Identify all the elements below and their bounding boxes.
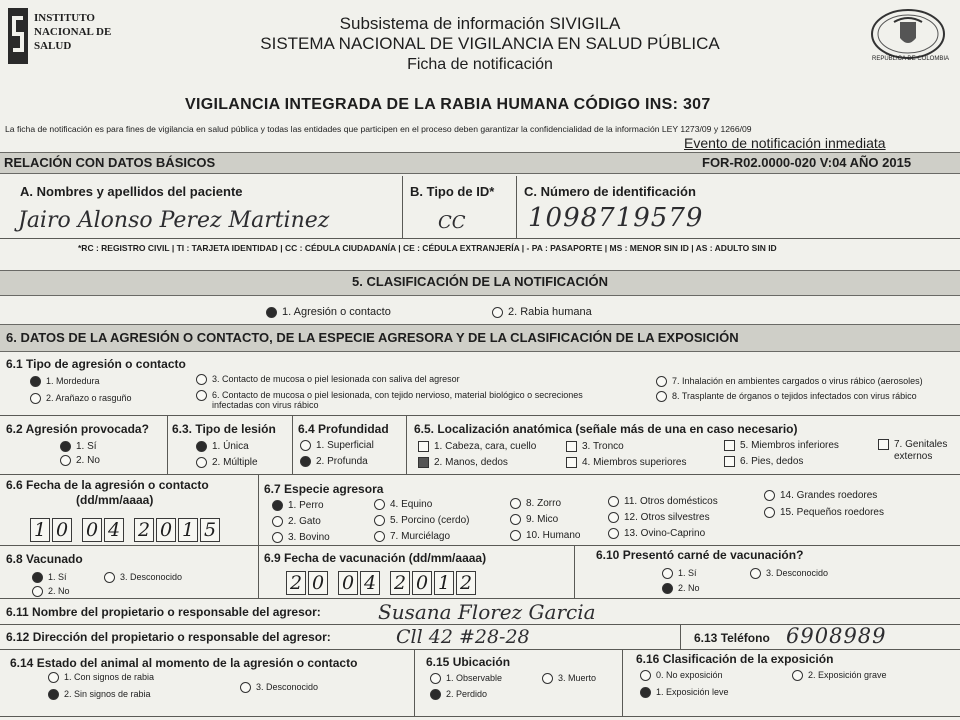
q67-option-4[interactable]: 4. Equino	[374, 499, 432, 510]
q610-option-3[interactable]: 3. Desconocido	[750, 568, 828, 579]
q61-option-1[interactable]: 1. Mordedura	[30, 376, 100, 387]
patient-name-label: A. Nombres y apellidos del paciente	[20, 184, 243, 199]
system-title: SISTEMA NACIONAL DE VIGILANCIA EN SALUD PÚBLICA	[260, 34, 720, 53]
radio-icon	[374, 515, 385, 526]
q66-format: (dd/mm/aaaa)	[76, 493, 154, 507]
date-digit: 0	[82, 518, 102, 542]
radio-icon	[764, 490, 775, 501]
radio-checked-icon	[300, 456, 311, 467]
radio-icon	[640, 670, 651, 681]
radio-icon	[750, 568, 761, 579]
legal-notice: La ficha de notificación es para fines de vigilancia en salud pública y todas las entidades que participen en el proceso deben garantizar la confidencialidad de la información LEY 1273/09 y 1266/09	[5, 124, 752, 134]
patient-name-value[interactable]: Jairo Alonso Perez Martinez	[18, 208, 330, 233]
radio-checked-icon	[30, 376, 41, 387]
q613-value[interactable]: 6908989	[786, 624, 887, 648]
q65-option-7[interactable]: 7. Genitales	[878, 439, 947, 450]
radio-checked-icon	[266, 307, 277, 318]
checkbox-icon	[878, 439, 889, 450]
radio-checked-icon	[430, 689, 441, 700]
q612-label: 6.12 Dirección del propietario o responsable del agresor:	[6, 630, 331, 644]
institute-line3: SALUD	[34, 40, 72, 52]
classification-option-2[interactable]: 2. Rabia humana	[492, 306, 592, 318]
q67-option-1[interactable]: 1. Perro	[272, 500, 324, 511]
q68-option-3[interactable]: 3. Desconocido	[104, 572, 182, 583]
radio-icon	[662, 568, 673, 579]
id-type-value[interactable]: CC	[438, 212, 466, 233]
radio-icon	[272, 516, 283, 527]
radio-icon	[764, 507, 775, 518]
radio-icon	[374, 499, 385, 510]
date-digit: 1	[30, 518, 50, 542]
q65-label: 6.5. Localización anatómica (señale más de una en caso necesario)	[414, 422, 798, 436]
q61-option-8[interactable]: 8. Trasplante de órganos o tejidos infectados con virus rábico	[656, 391, 917, 402]
q616-label: 6.16 Clasificación de la exposición	[636, 652, 834, 666]
radio-icon	[510, 530, 521, 541]
radio-icon	[792, 670, 803, 681]
q62-label: 6.2 Agresión provocada?	[6, 422, 149, 436]
checkbox-checked-icon	[418, 457, 429, 468]
radio-icon	[30, 393, 41, 404]
q67-option-2[interactable]: 2. Gato	[272, 516, 321, 527]
radio-icon	[32, 586, 43, 597]
subsystem-title: Subsistema de información SIVIGILA	[339, 14, 621, 33]
radio-icon	[430, 673, 441, 684]
q64-option-1[interactable]: 1. Superficial	[300, 440, 374, 451]
radio-icon	[240, 682, 251, 693]
radio-icon	[104, 572, 115, 583]
checkbox-icon	[418, 441, 429, 452]
q65-option-7-cont: externos	[894, 451, 933, 462]
q615-label: 6.15 Ubicación	[426, 655, 511, 669]
q67-option-14[interactable]: 14. Grandes roedores	[764, 490, 877, 501]
q62-option-1[interactable]: 1. Sí	[60, 441, 97, 452]
q613-label: 6.13 Teléfono	[694, 631, 770, 645]
q61-option-3[interactable]: 3. Contacto de mucosa o piel lesionada con saliva del agresor	[196, 374, 460, 385]
q65-option-5[interactable]: 5. Miembros inferiores	[724, 440, 839, 451]
q68-option-1[interactable]: 1. Sí	[32, 572, 67, 583]
q67-option-15[interactable]: 15. Pequeños roedores	[764, 507, 884, 518]
q67-option-3[interactable]: 3. Bovino	[272, 532, 330, 543]
date-digit: 0	[412, 571, 432, 595]
date-digit: 1	[178, 518, 198, 542]
radio-checked-icon	[272, 500, 283, 511]
q67-label: 6.7 Especie agresora	[264, 482, 384, 496]
q67-option-10[interactable]: 10. Humano	[510, 530, 580, 541]
q66-date-boxes[interactable]	[30, 514, 222, 542]
radio-checked-icon	[32, 572, 43, 583]
q65-option-2[interactable]: 2. Manos, dedos	[418, 457, 508, 468]
q612-value[interactable]: Cll 42 #28-28	[396, 626, 530, 648]
date-digit: 0	[338, 571, 358, 595]
q614-option-2[interactable]: 2. Sin signos de rabia	[48, 689, 151, 700]
date-digit: 2	[456, 571, 476, 595]
radio-icon	[608, 512, 619, 523]
checkbox-icon	[566, 457, 577, 468]
q61-label: 6.1 Tipo de agresión o contacto	[6, 357, 186, 371]
q610-label: 6.10 Presentó carné de vacunación?	[596, 548, 804, 562]
radio-icon	[608, 496, 619, 507]
section5-title: 5. CLASIFICACIÓN DE LA NOTIFICACIÓN	[352, 274, 608, 289]
q64-option-2[interactable]: 2. Profunda	[300, 456, 368, 467]
date-digit: 2	[134, 518, 154, 542]
q614-option-3[interactable]: 3. Desconocido	[240, 682, 318, 693]
id-number-label: C. Número de identificación	[524, 184, 696, 199]
id-number-value[interactable]: 1098719579	[528, 203, 704, 233]
radio-icon	[374, 531, 385, 542]
date-digit: 0	[308, 571, 328, 595]
radio-icon	[272, 532, 283, 543]
q63-option-1[interactable]: 1. Única	[196, 441, 249, 452]
radio-checked-icon	[662, 583, 673, 594]
q62-option-2[interactable]: 2. No	[60, 455, 100, 466]
q616-option-2[interactable]: 2. Exposición grave	[792, 670, 887, 681]
date-digit: 1	[434, 571, 454, 595]
date-digit: 2	[286, 571, 306, 595]
q67-option-11[interactable]: 11. Otros domésticos	[608, 496, 718, 507]
date-digit: 4	[104, 518, 124, 542]
q67-option-12[interactable]: 12. Otros silvestres	[608, 512, 710, 523]
q61-option-7[interactable]: 7. Inhalación en ambientes cargados o virus rábico (aerosoles)	[656, 376, 923, 387]
radio-icon	[300, 440, 311, 451]
institute-line1: INSTITUTO	[34, 12, 95, 24]
q67-option-7[interactable]: 7. Murciélago	[374, 531, 450, 542]
radio-icon	[542, 673, 553, 684]
date-digit: 2	[390, 571, 410, 595]
q614-label: 6.14 Estado del animal al momento de la agresión o contacto	[10, 656, 358, 670]
radio-checked-icon	[640, 687, 651, 698]
q66-label: 6.6 Fecha de la agresión o contacto	[6, 478, 209, 492]
q68-label: 6.8 Vacunado	[6, 552, 83, 566]
radio-icon	[510, 514, 521, 525]
classification-option-1[interactable]: 1. Agresión o contacto	[266, 306, 391, 318]
radio-icon	[510, 498, 521, 509]
q63-label: 6.3. Tipo de lesión	[172, 422, 276, 436]
q65-option-4[interactable]: 4. Miembros superiores	[566, 457, 686, 468]
checkbox-icon	[724, 456, 735, 467]
q610-option-1[interactable]: 1. Sí	[662, 568, 697, 579]
coat-of-arms-icon	[870, 8, 950, 62]
q615-option-1[interactable]: 1. Observable	[430, 673, 502, 684]
date-digit: 0	[156, 518, 176, 542]
radio-icon	[196, 457, 207, 468]
q616-option-0[interactable]: 0. No exposición	[640, 670, 723, 681]
q65-option-1[interactable]: 1. Cabeza, cara, cuello	[418, 441, 536, 452]
radio-checked-icon	[196, 441, 207, 452]
radio-icon	[196, 390, 207, 401]
radio-icon	[656, 376, 667, 387]
q614-option-1[interactable]: 1. Con signos de rabia	[48, 672, 154, 683]
date-digit: 5	[200, 518, 220, 542]
section6-title: 6. DATOS DE LA AGRESIÓN O CONTACTO, DE LA ESPECIE AGRESORA Y DE LA CLASIFICACIÓN DE LA EXPOSICIÓN	[6, 330, 739, 345]
q67-option-8[interactable]: 8. Zorro	[510, 498, 561, 509]
q64-label: 6.4 Profundidad	[298, 422, 389, 436]
institute-line2: NACIONAL DE	[34, 26, 112, 38]
checkbox-icon	[724, 440, 735, 451]
radio-icon	[608, 528, 619, 539]
q616-option-1[interactable]: 1. Exposición leve	[640, 687, 729, 698]
q67-option-9[interactable]: 9. Mico	[510, 514, 558, 525]
radio-icon	[60, 455, 71, 466]
q65-option-6[interactable]: 6. Pies, dedos	[724, 456, 803, 467]
q69-date-boxes[interactable]	[286, 567, 478, 595]
checkbox-icon	[566, 441, 577, 452]
id-type-legend: *RC : REGISTRO CIVIL | TI : TARJETA IDENTIDAD | CC : CÉDULA CIUDADANÍA | CE : CÉDULA EXTRANJERÍA | - PA : PASAPORTE | MS : MENOR SIN ID | AS : ADULTO SIN ID	[78, 243, 777, 253]
q67-option-13[interactable]: 13. Ovino-Caprino	[608, 528, 705, 539]
q63-option-2[interactable]: 2. Múltiple	[196, 457, 258, 468]
date-digit: 0	[52, 518, 72, 542]
form-title: Ficha de notificación	[407, 56, 553, 73]
q615-option-2[interactable]: 2. Perdido	[430, 689, 487, 700]
q61-option-2[interactable]: 2. Arañazo o rasguño	[30, 393, 132, 404]
q610-option-2[interactable]: 2. No	[662, 583, 700, 594]
q68-option-2[interactable]: 2. No	[32, 586, 70, 597]
date-digit: 4	[360, 571, 380, 595]
radio-icon	[48, 672, 59, 683]
colombia-seal	[870, 8, 950, 62]
radio-checked-icon	[60, 441, 71, 452]
q61-option-6[interactable]: 6. Contacto de mucosa o piel lesionada, con tejido nervioso, material biológico o secreciones	[196, 390, 583, 401]
form-code: FOR-R02.0000-020 V:04 AÑO 2015	[702, 155, 912, 170]
basic-section-title: RELACIÓN CON DATOS BÁSICOS	[4, 155, 216, 170]
q615-option-3[interactable]: 3. Muerto	[542, 673, 596, 684]
radio-icon	[196, 374, 207, 385]
seal-text: REPÚBLICA DE COLOMBIA	[872, 56, 950, 62]
q611-value[interactable]: Susana Florez Garcia	[378, 600, 596, 624]
radio-icon	[656, 391, 667, 402]
event-label: Evento de notificación inmediata	[684, 135, 886, 151]
q65-option-3[interactable]: 3. Tronco	[566, 441, 624, 452]
q61-option-6-cont: infectadas con virus rábico	[212, 400, 319, 410]
q67-option-5[interactable]: 5. Porcino (cerdo)	[374, 515, 469, 526]
id-type-label: B. Tipo de ID*	[410, 184, 495, 199]
q69-label: 6.9 Fecha de vacunación (dd/mm/aaaa)	[264, 551, 487, 565]
q611-label: 6.11 Nombre del propietario o responsable del agresor:	[6, 605, 321, 619]
radio-icon	[492, 307, 503, 318]
document-title: VIGILANCIA INTEGRADA DE LA RABIA HUMANA CÓDIGO INS: 307	[185, 96, 711, 113]
radio-checked-icon	[48, 689, 59, 700]
